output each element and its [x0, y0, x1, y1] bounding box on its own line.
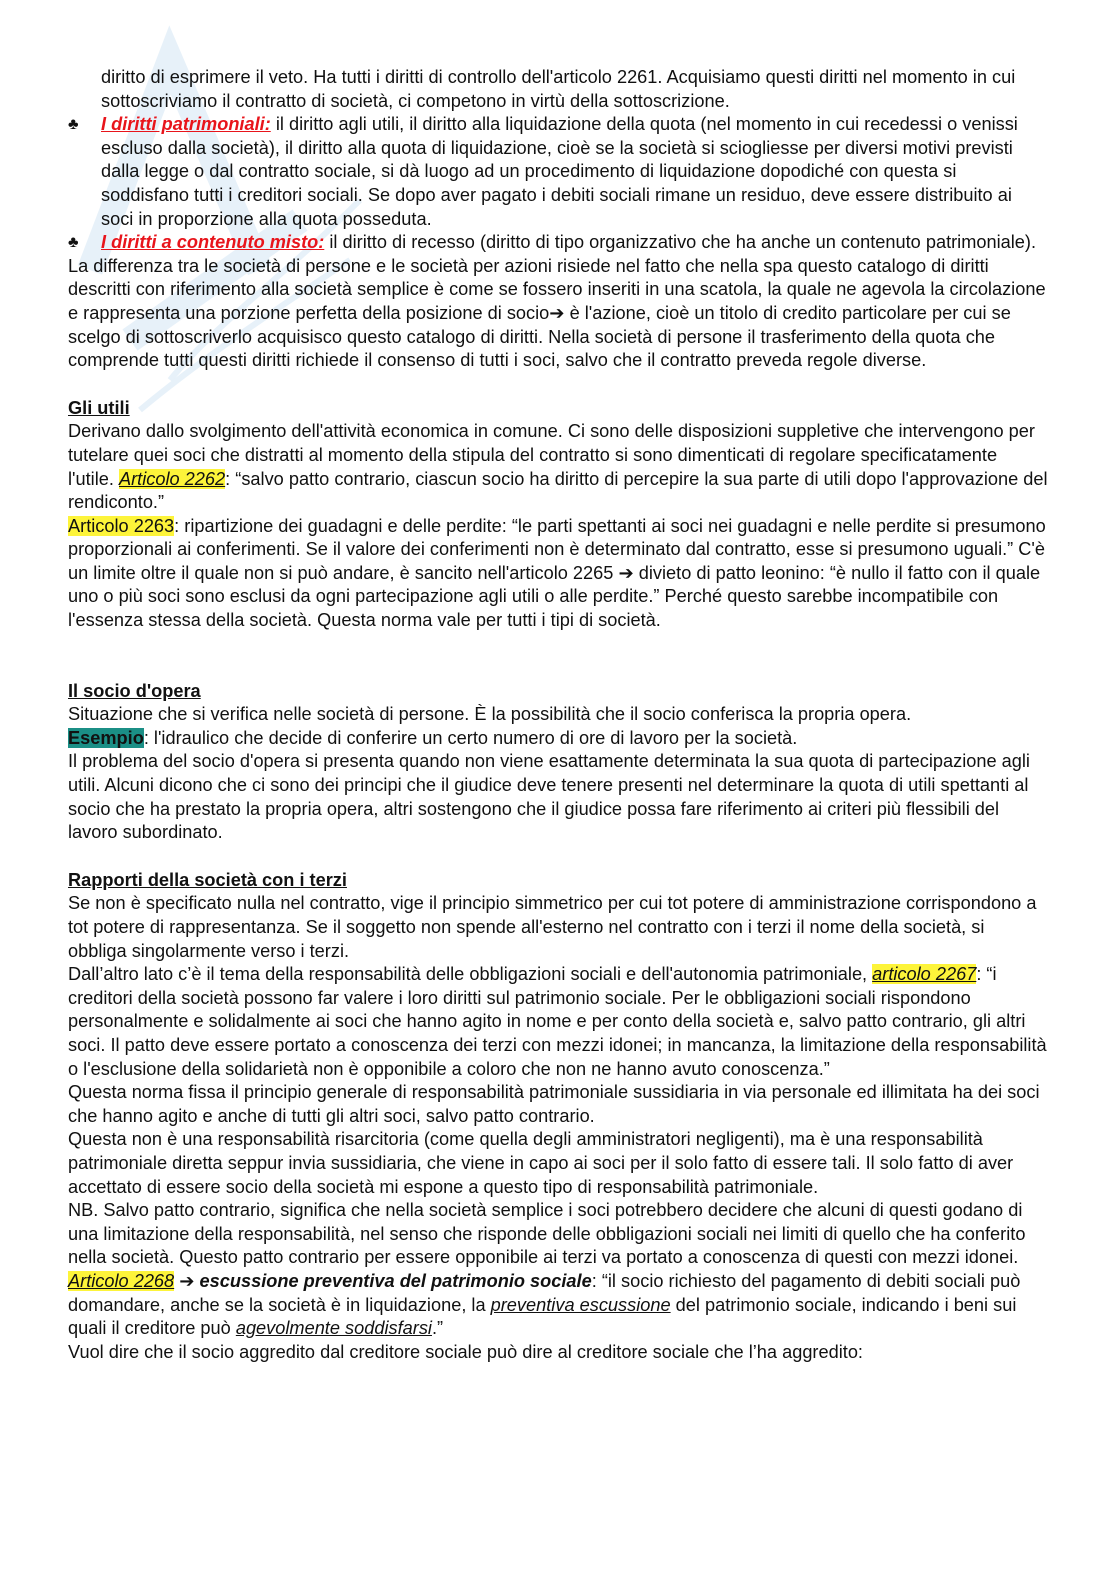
arrow-icon: ➔ — [618, 562, 634, 583]
bold-term: escussione preventiva del patrimonio sociale — [199, 1270, 592, 1291]
arrow-icon: ➔ — [174, 1270, 200, 1291]
bullet-diritti-misti — [68, 231, 1048, 255]
text-run: : l'idraulico che decide di conferire un certo numero di ore di lavoro per la società. — [143, 727, 798, 748]
text-run: Dall’altro lato c’è il tema della responsabilità delle obbligazioni sociali e dell'autonomia patrimoniale, — [68, 964, 873, 985]
section-heading-socio-opera: Il socio d'opera — [68, 680, 201, 701]
text-run: : “il socio richiesto del pagamento di debiti sociali può domandare, anche se la società è in liquidazione, la — [68, 1270, 1021, 1315]
bullet-text: il diritto agli utili, il diritto alla liquidazione della quota (nel momento in cui recedessi o venissi escluso dalla società), il diritto alla quota di liquidazione, cioè se la società si sciogliesse per diversi motivi previsti dalla legge o dal contratto sociale, si dà luogo ad un procedimento di liquidazione dopodiché con questa si soddisfano tutti i creditori sociali. Se dopo aver pagato i debiti sociali rimane un residuo, deve essere distribuito ai soci in proporzione alla quota posseduta. — [101, 114, 1018, 229]
text-run: Derivano dallo svolgimento dell'attività economica in comune. Ci sono delle disposizioni suppletive che intervengono per tutelare quei soci che distratti al momento della stipula del contratto si sono dimenticati di regolare specificatamente l'utile. — [68, 421, 1035, 489]
text-run: : “i creditori della società possono far valere i loro diritti sul patrimonio sociale. Per le obbligazioni sociali rispondono personalmente e solidalmente ai soci che hanno agito in nome e per conto della società e, salvo patto contrario, gli altri soci. Il patto deve essere portato a conoscenza dei terzi con mezzi idonei; in mancanza, la limitazione della responsabilità o l'esclusione della solidarietà non è opponibile a coloro che non ne hanno avuto conoscenza.” — [68, 964, 1047, 1079]
article-reference: articolo 2267 — [872, 964, 977, 985]
text-run: : “salvo patto contrario, ciascun socio ha diritto di percepire la sua parte di utili dopo l'approvazione del rendiconto.” — [68, 468, 1048, 513]
opera-paragraph-3: Il problema del socio d'opera si presenta quando non viene esattamente determinata la sua quota di partecipazione agli utili. Alcuni dicono che ci sono dei principi che il giudice deve tenere presenti nel determinare la quota di utili spettanti al socio che ha prestato la propria opera, altri sostengono che il giudice possa fare riferimento ai criteri più flessibili del lavoro subordinato. — [68, 751, 1030, 843]
underlined-term: agevolmente soddisfarsi — [235, 1318, 432, 1339]
utili-paragraph-2 — [68, 515, 1048, 633]
article-reference: Articolo 2263 — [68, 515, 175, 536]
terzi-paragraph-1: Se non è specificato nulla nel contratto, vige il principio simmetrico per cui tot potere di amministrazione corrispondono a tot potere di rappresentanza. Se il soggetto non spende all'esterno nel contratto con i terzi il nome della società, si obbliga singolarmente verso i terzi. — [68, 893, 1037, 961]
article-reference: Articolo 2268 — [68, 1270, 175, 1291]
terzi-paragraph-5: NB. Salvo patto contrario, significa che nella società semplice i soci potrebbero decidere che alcuni di questi godano di una limitazione della responsabilità, nel senso che risponde delle obbligazioni sociali nei limiti di quello che ha conferito nella società. Questo patto contrario per essere opponibile ai terzi va portato a conoscenza di questi con mezzi idonei. — [68, 1200, 1026, 1268]
bullet-text: il diritto di recesso (diritto di tipo organizzativo che ha anche un contenuto patrimoniale). — [324, 232, 1037, 253]
terzi-paragraph-2 — [68, 963, 1048, 1081]
example-badge: Esempio — [68, 727, 144, 748]
terzi-paragraph-6 — [68, 1270, 1048, 1341]
arrow-icon: ➔ — [549, 302, 565, 323]
terzi-paragraph-7: Vuol dire che il socio aggredito dal creditore sociale può dire al creditore sociale che l’ha aggredito: — [68, 1341, 863, 1362]
bullet-title: I diritti patrimoniali: — [101, 114, 271, 135]
text-run: .” — [431, 1318, 444, 1339]
utili-paragraph-1 — [68, 420, 1048, 514]
clubs-bullet-icon: ♣ — [68, 234, 79, 252]
clubs-bullet-icon: ♣ — [68, 116, 79, 134]
text-run: è l'azione, cioè un titolo di credito particolare per cui se scelgo di sottoscriverlo acquisisco questo catalogo di diritti. Nella società di persone il trasferimento della quota che comprende tutti questi diritti richiede il consenso di tutti i soci, salvo che il contratto preveda regole diverse. — [68, 302, 1011, 371]
text-run: divieto di patto leonino: “è nullo il fatto con il quale uno o più soci sono esclusi da ogni partecipazione agli utili o alle perdite.” Perché questo sarebbe incompatibile con l'essenza stessa della società. Questa norma vale per tutti i tipi di società. — [68, 562, 1041, 631]
underlined-term: preventiva escussione — [490, 1294, 671, 1315]
text-run: : ripartizione dei guadagni e delle perdite: “le parti spettanti ai soci nei guadagni e nelle perdite si presumono proporzionali ai conferimenti. Se il valore dei conferimenti non è determinato dal contratto, esse si presumono uguali.” C'è un limite oltre il quale non si può andare, è sancito nell'articolo 2265 — [68, 515, 1046, 583]
section-heading-utili: Gli utili — [68, 397, 130, 418]
opera-paragraph-2 — [68, 727, 1048, 751]
text-run: La differenza tra le società di persone e le società per azioni risiede nel fatto che nella spa questo catalogo di diritti descritti con riferimento alla società semplice è come se fossero inseriti in una scatola, la quale ne agevola la circolazione e rappresenta una porzione perfetta della posizione di socio — [68, 255, 1046, 323]
document-page — [68, 66, 1048, 1364]
bullet-title: I diritti a contenuto misto: — [101, 232, 325, 253]
differenza-paragraph — [68, 255, 1048, 373]
section-heading-rapporti-terzi: Rapporti della società con i terzi — [68, 869, 347, 890]
opera-paragraph-1: Situazione che si verifica nelle società di persone. È la possibilità che il socio conferisca la propria opera. — [68, 704, 912, 725]
bullet-diritti-patrimoniali — [68, 113, 1048, 231]
article-reference: Articolo 2262 — [118, 468, 226, 489]
terzi-paragraph-4: Questa non è una responsabilità risarcitoria (come quella degli amministratori negligenti), ma è una responsabilità patrimoniale diretta seppur invia sussidiaria, che viene in capo ai soci per il solo fatto di essere tali. Il solo fatto di aver accettato di essere socio della società mi espone a questo tipo di responsabilità patrimoniale. — [68, 1129, 1014, 1197]
text-run: del patrimonio sociale, indicando i beni sui quali il creditore può — [68, 1294, 1017, 1339]
terzi-paragraph-3: Questa norma fissa il principio generale di responsabilità patrimoniale sussidiaria in via personale ed illimitata ha dei soci che hanno agito e anche di tutti gli altri soci, salvo patto contrario. — [68, 1082, 1040, 1126]
intro-paragraph: diritto di esprimere il veto. Ha tutti i diritti di controllo dell'articolo 2261. Acquisiamo questi diritti nel momento in cui sottoscriviamo il contratto di società, ci competono in virtù della sottoscrizione. — [101, 67, 1016, 111]
